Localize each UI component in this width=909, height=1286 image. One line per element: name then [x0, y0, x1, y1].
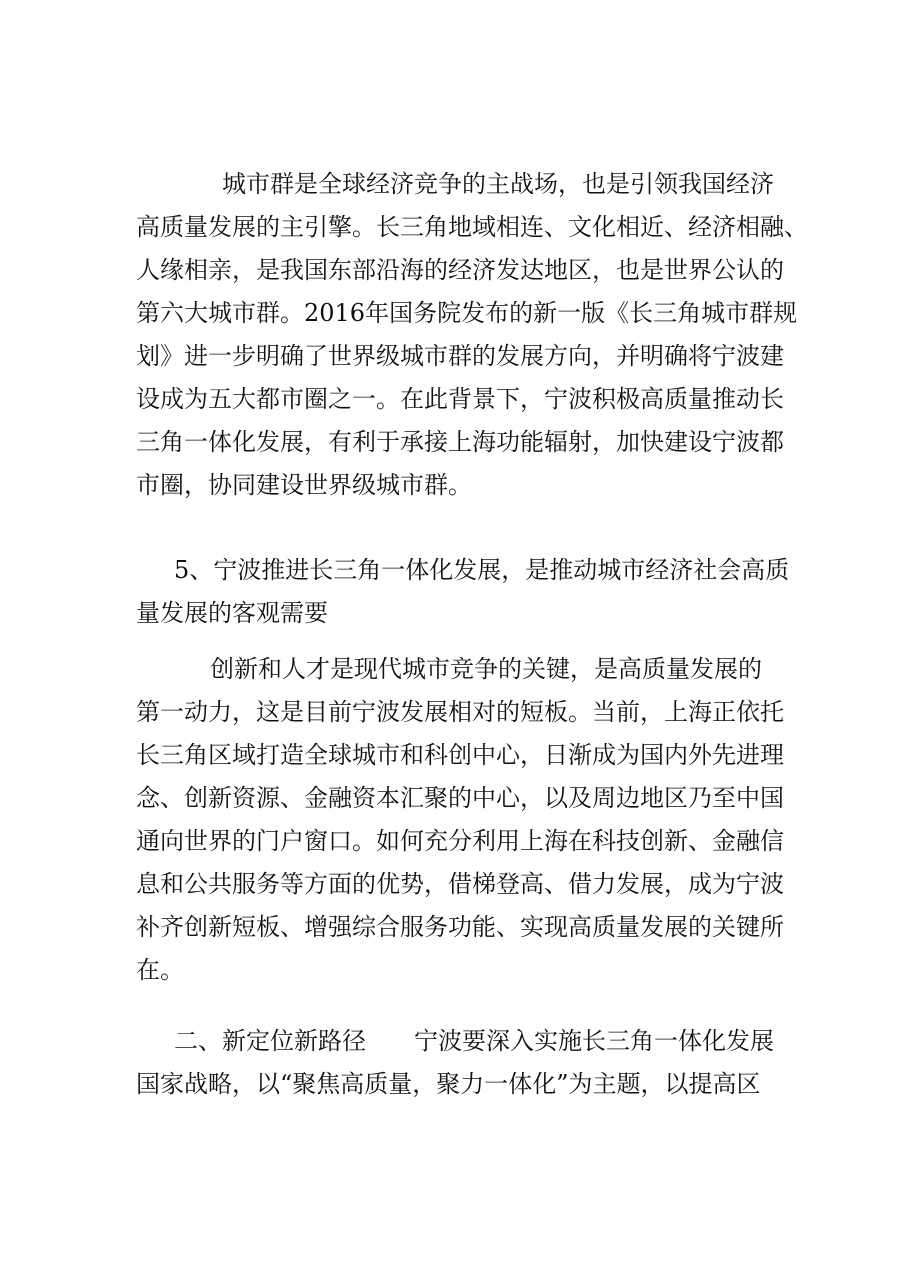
paragraph-line: 创新和人才是现代城市竞争的关键，是高质量发展的	[210, 655, 762, 683]
paragraph-line: 长三角区域打造全球城市和科创中心，日渐成为国内外先进理	[136, 741, 784, 769]
paragraph-line: 第一动力，这是目前宁波发展相对的短板。当前，上海正依托	[136, 698, 784, 726]
paragraph-line: 息和公共服务等方面的优势，借梯登高、借力发展，成为宁波	[136, 870, 784, 898]
paragraph-line: 城市群是全球经济竞争的主战场，也是引领我国经济	[222, 170, 774, 198]
paragraph-line: 国家战略，以“聚焦高质量，聚力一体化”为主题，以提高区	[136, 1070, 761, 1098]
paragraph-line: 设成为五大都市圈之一。在此背景下，宁波积极高质量推动长	[136, 385, 784, 413]
paragraph-line: 划》进一步明确了世界级城市群的发展方向，并明确将宁波建	[136, 342, 784, 370]
paragraph-line: 高质量发展的主引擎。长三角地域相连、文化相近、经济相融、	[136, 213, 808, 241]
paragraph-line: 补齐创新短板、增强综合服务功能、实现高质量发展的关键所	[136, 913, 784, 941]
paragraph-line: 市圈，协同建设世界级城市群。	[136, 471, 472, 499]
paragraph-line: 念、创新资源、金融资本汇聚的中心，以及周边地区乃至中国	[136, 784, 784, 812]
paragraph-line: 三角一体化发展，有利于承接上海功能辐射，加快建设宁波都	[136, 428, 784, 456]
paragraph-line: 第六大城市群。2016年国务院发布的新一版《长三角城市群规	[136, 299, 798, 327]
section-heading-line: 5、宁波推进长三角一体化发展，是推动城市经济社会高质	[174, 556, 790, 584]
section-heading-line: 二、新定位新路径 宁波要深入实施长三角一体化发展	[174, 1027, 774, 1055]
paragraph-line: 通向世界的门户窗口。如何充分利用上海在科技创新、金融信	[136, 827, 784, 855]
paragraph-line: 在。	[136, 956, 184, 984]
section-heading-line: 量发展的客观需要	[136, 599, 328, 627]
paragraph-line: 人缘相亲，是我国东部沿海的经济发达地区，也是世界公认的	[136, 256, 784, 284]
